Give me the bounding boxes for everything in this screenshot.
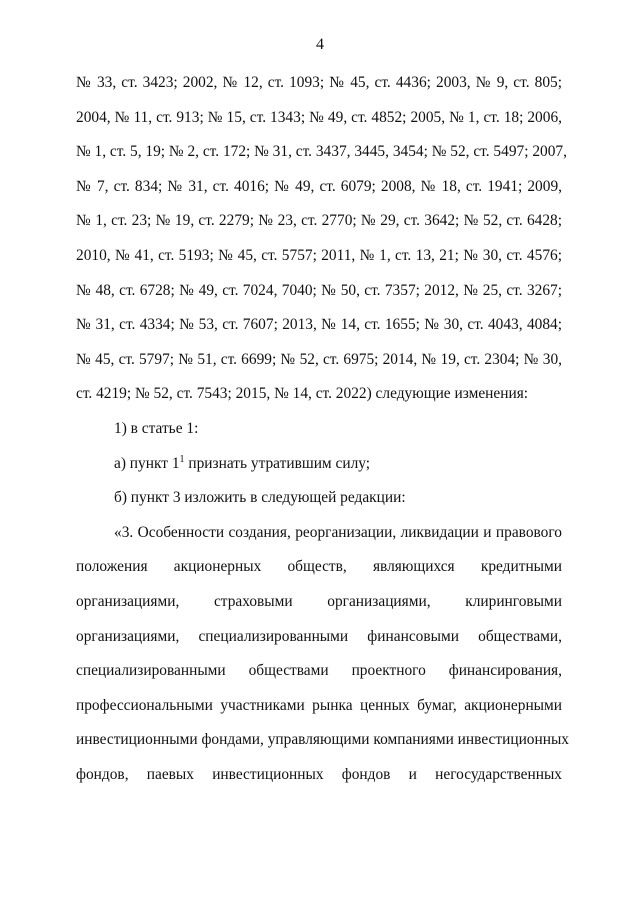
item-b: б) пункт 3 изложить в следующей редакции:	[114, 489, 406, 507]
item-a-text-end: признать утратившим силу;	[184, 454, 371, 472]
citation-line: 2004, № 11, ст. 913; № 15, ст. 1343; № 49, ст. 4852; 2005, № 1, ст. 18; 2006,	[76, 108, 562, 126]
citation-line: 2010, № 41, ст. 5193; № 45, ст. 5757; 2011, № 1, ст. 13, 21; № 30, ст. 4576;	[76, 246, 562, 264]
citation-line: № 31, ст. 4334; № 53, ст. 7607; 2013, № 14, ст. 1655; № 30, ст. 4043, 4084;	[76, 316, 562, 334]
quote-line: профессиональными участниками рынка ценных бумаг, акционерными	[76, 696, 562, 714]
page-number: 4	[316, 36, 324, 53]
quote-line: положения акционерных обществ, являющихся кредитными	[76, 558, 562, 576]
citation-line: № 1, ст. 23; № 19, ст. 2279; № 23, ст. 2770; № 29, ст. 3642; № 52, ст. 6428;	[76, 212, 562, 230]
quote-line: инвестиционными фондами, управляющими компаниями инвестиционных	[76, 731, 570, 749]
citation-last-line: ст. 4219; № 52, ст. 7543; 2015, № 14, ст. 2022) следующие изменения:	[76, 385, 529, 403]
quote-line: организациями, специализированными финансовыми обществами,	[76, 627, 562, 645]
citation-line: № 45, ст. 5797; № 51, ст. 6699; № 52, ст. 6975; 2014, № 19, ст. 2304; № 30,	[76, 350, 562, 368]
citation-line: № 48, ст. 6728; № 49, ст. 7024, 7040; № 50, ст. 7357; 2012, № 25, ст. 3267;	[76, 281, 562, 299]
citation-line: № 33, ст. 3423; 2002, № 12, ст. 1093; № 45, ст. 4436; 2003, № 9, ст. 805;	[76, 74, 562, 91]
quote-line-first: «3. Особенности создания, реорганизации, ликвидации и правового	[114, 523, 562, 541]
item-a-text: а) пункт 1	[114, 454, 180, 472]
item-a	[76, 447, 562, 482]
citation-line: № 7, ст. 834; № 31, ст. 4016; № 49, ст. 6079; 2008, № 18, ст. 1941; 2009,	[76, 177, 562, 195]
item-a-superscript: 1	[179, 453, 185, 465]
quote-line: фондов, паевых инвестиционных фондов и негосударственных	[76, 765, 562, 783]
item-1: 1) в статье 1:	[114, 419, 199, 437]
quote-line: специализированными обществами проектного финансирования,	[76, 662, 562, 680]
citation-line: № 1, ст. 5, 19; № 2, ст. 172; № 31, ст. 3437, 3445, 3454; № 52, ст. 5497; 2007,	[76, 143, 567, 161]
quote-line: организациями, страховыми организациями, клиринговыми	[76, 592, 562, 610]
document-body	[76, 66, 570, 792]
